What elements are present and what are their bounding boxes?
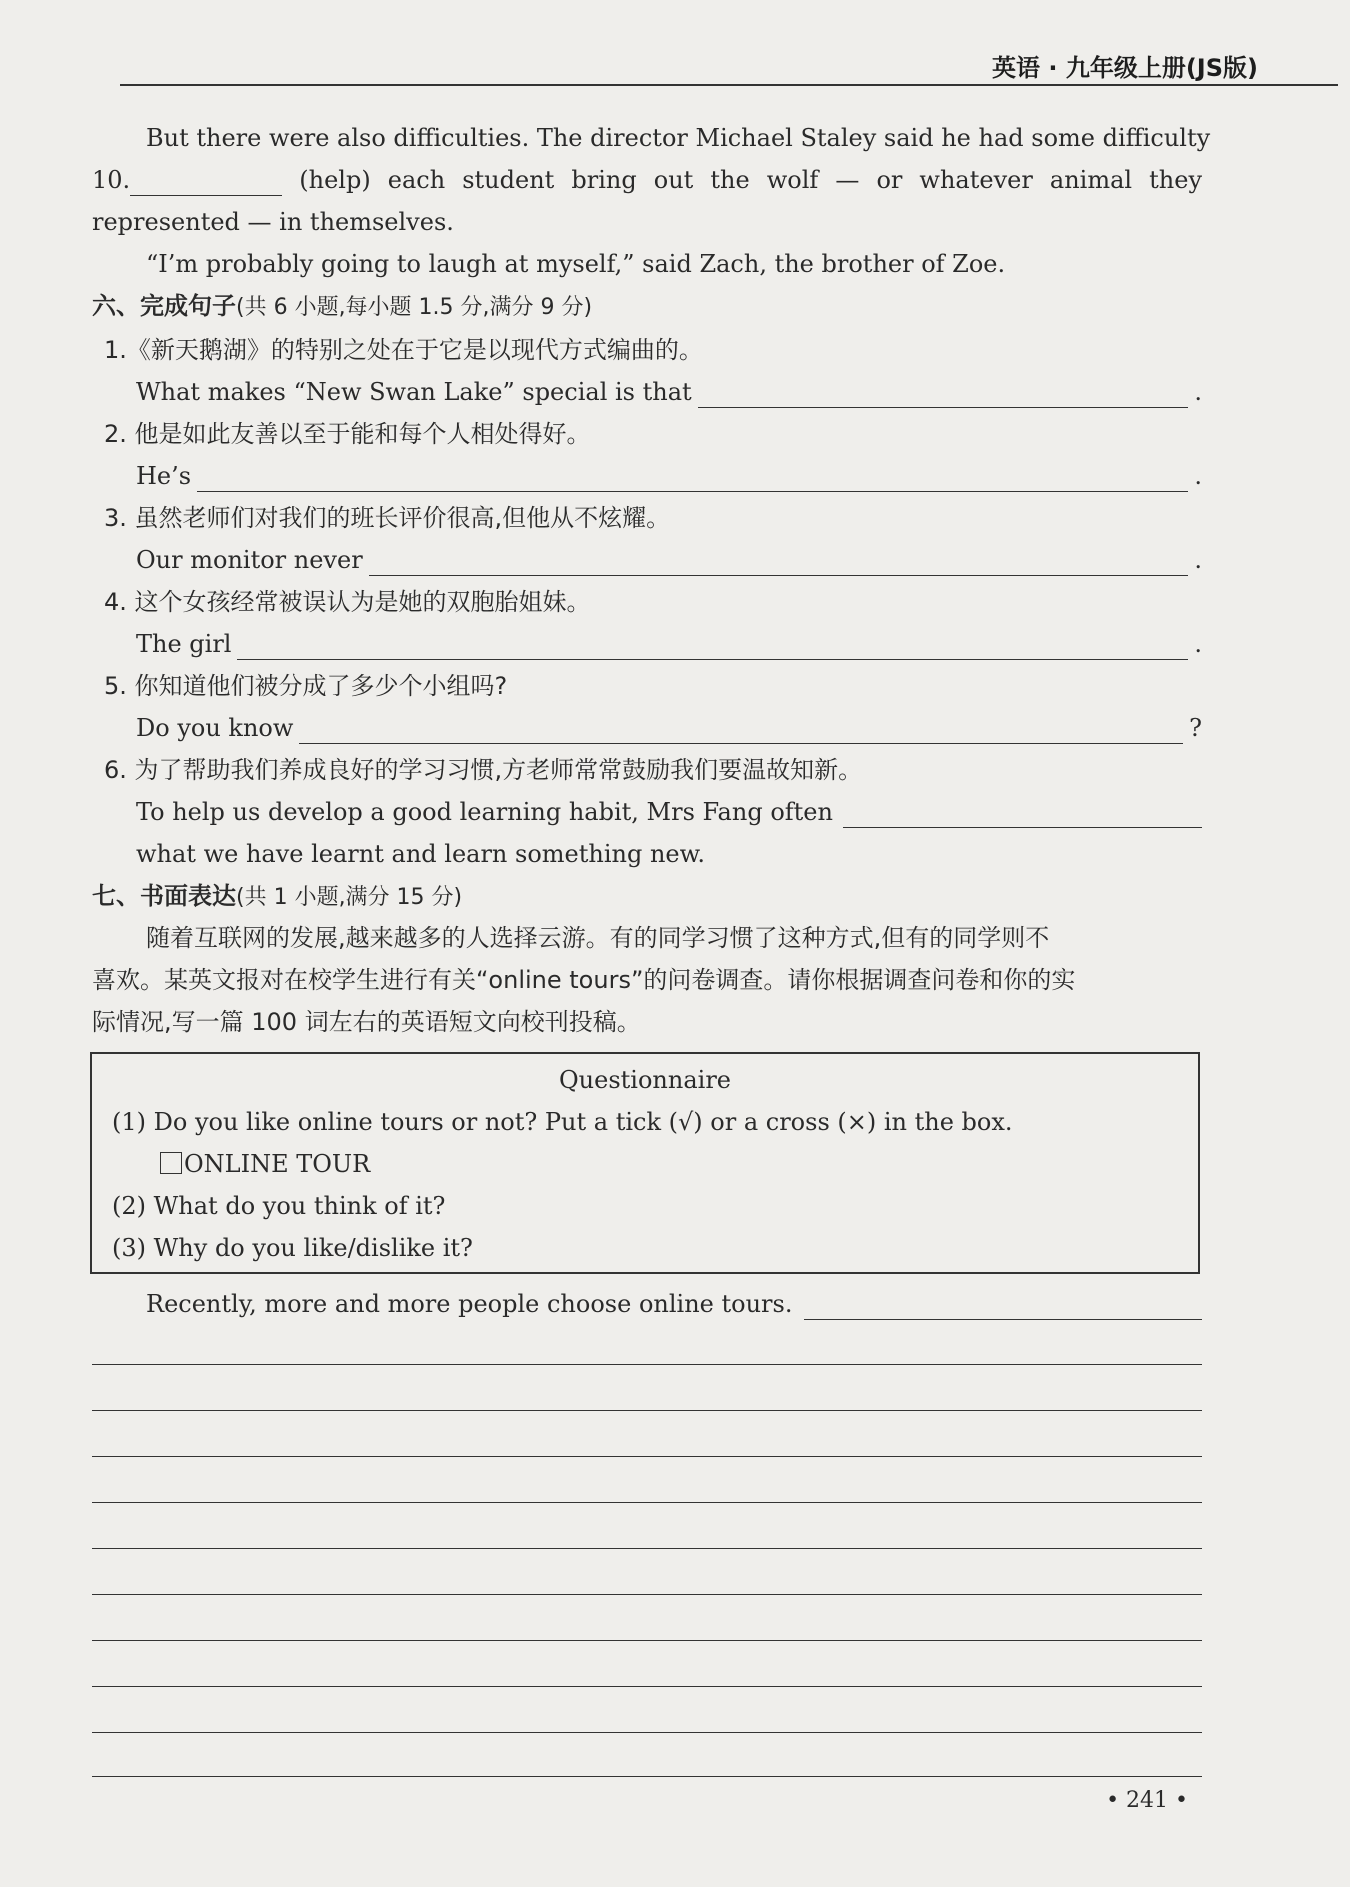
questionnaire-q2: (2) What do you think of it? — [112, 1192, 446, 1220]
prompt-line-1: 随着互联网的发展,越来越多的人选择云游。有的同学习惯了这种方式,但有的同学则不 — [146, 924, 1050, 952]
sentence-2-zh: 2. 他是如此友善以至于能和每个人相处得好。 — [104, 420, 591, 448]
sentence-4-prefix: The girl — [136, 630, 232, 658]
sentence-5-zh: 5. 你知道他们被分成了多少个小组吗? — [104, 672, 508, 700]
writing-line[interactable] — [92, 1732, 1202, 1733]
sentence-3-blank[interactable] — [369, 549, 1189, 576]
prompt-line-2: 喜欢。某英文报对在校学生进行有关“online tours”的问卷调查。请你根据调查问卷和你的实 — [92, 966, 1076, 994]
prompt-line-3: 际情况,写一篇 100 词左右的英语短文向校刊投稿。 — [92, 1008, 641, 1036]
sentence-2-end: . — [1194, 462, 1202, 490]
sentence-6-prefix: To help us develop a good learning habit, Mrs Fang often — [136, 798, 833, 826]
sentence-3-end: . — [1194, 546, 1202, 574]
q10-number: 10. — [92, 166, 131, 194]
questionnaire-box — [90, 1052, 1200, 1274]
sentence-3-zh: 3. 虽然老师们对我们的班长评价很高,但他从不炫耀。 — [104, 504, 671, 532]
sentence-5-blank[interactable] — [299, 717, 1183, 744]
sentence-1-prefix: What makes “New Swan Lake” special is that — [136, 378, 692, 406]
sentence-3-prefix: Our monitor never — [136, 546, 363, 574]
section-7-note: (共 1 小题,满分 15 分) — [236, 885, 463, 910]
section-7-title: 七、书面表达 — [92, 882, 236, 910]
writing-line[interactable] — [92, 1776, 1202, 1777]
questionnaire-title: Questionnaire — [559, 1066, 731, 1094]
section-6-note: (共 6 小题,每小题 1.5 分,满分 9 分) — [236, 295, 593, 320]
writing-line[interactable] — [92, 1502, 1202, 1503]
writing-line[interactable] — [92, 1640, 1202, 1641]
section-6-heading — [92, 290, 592, 324]
online-tour-label: ONLINE TOUR — [184, 1150, 371, 1178]
writing-line[interactable] — [92, 1364, 1202, 1365]
passage-line-2-rest: (help) each student bring out the wolf — or whatever animal they — [299, 166, 1202, 194]
sentence-2-answer — [92, 460, 1202, 492]
q10-blank[interactable] — [130, 169, 282, 196]
sentence-5-answer — [92, 712, 1202, 744]
page-number: • 241 • — [1106, 1788, 1188, 1813]
passage-line-3: represented — in themselves. — [92, 208, 454, 236]
header-rule — [120, 84, 1338, 86]
questionnaire-q1: (1) Do you like online tours or not? Put a tick (√) or a cross (×) in the box. — [112, 1108, 1013, 1136]
writing-starter-line — [146, 1288, 1202, 1320]
sentence-1-blank[interactable] — [698, 381, 1189, 408]
passage-line-2 — [92, 164, 1202, 196]
header-title: 英语 · 九年级上册(JS版) — [992, 54, 1258, 82]
online-tour-checkbox[interactable] — [160, 1152, 182, 1174]
writing-line[interactable] — [92, 1456, 1202, 1457]
online-tour-option — [160, 1148, 370, 1180]
writing-blank-0[interactable] — [804, 1293, 1202, 1320]
sentence-5-end: ? — [1189, 714, 1202, 742]
sentence-4-answer — [92, 628, 1202, 660]
sentence-1-answer — [92, 376, 1202, 408]
sentence-6-zh: 6. 为了帮助我们养成良好的学习习惯,方老师常常鼓励我们要温故知新。 — [104, 756, 863, 784]
sentence-4-blank[interactable] — [237, 633, 1188, 660]
writing-line[interactable] — [92, 1410, 1202, 1411]
sentence-2-blank[interactable] — [197, 465, 1188, 492]
sentence-1-zh: 1.《新天鹅湖》的特别之处在于它是以现代方式编曲的。 — [104, 336, 703, 364]
writing-starter: Recently, more and more people choose online tours. — [146, 1290, 793, 1318]
sentence-2-prefix: He’s — [136, 462, 192, 490]
section-6-title: 六、完成句子 — [92, 292, 236, 320]
writing-line[interactable] — [92, 1548, 1202, 1549]
sentence-1-end: . — [1194, 378, 1202, 406]
sentence-4-zh: 4. 这个女孩经常被误认为是她的双胞胎姐妹。 — [104, 588, 591, 616]
page-header — [0, 0, 1350, 90]
sentence-4-end: . — [1194, 630, 1202, 658]
sentence-6-continuation: what we have learnt and learn something new. — [136, 840, 705, 868]
passage-line-1: But there were also difficulties. The director Michael Staley said he had some difficulty — [146, 124, 1211, 152]
section-7-heading — [92, 880, 462, 914]
sentence-5-prefix: Do you know — [136, 714, 294, 742]
writing-line[interactable] — [92, 1594, 1202, 1595]
questionnaire-q3: (3) Why do you like/dislike it? — [112, 1234, 473, 1262]
sentence-6-answer — [92, 796, 1202, 828]
sentence-6-blank[interactable] — [843, 801, 1202, 828]
sentence-3-answer — [92, 544, 1202, 576]
writing-line[interactable] — [92, 1686, 1202, 1687]
passage-line-4: “I’m probably going to laugh at myself,” said Zach, the brother of Zoe. — [146, 250, 1006, 278]
